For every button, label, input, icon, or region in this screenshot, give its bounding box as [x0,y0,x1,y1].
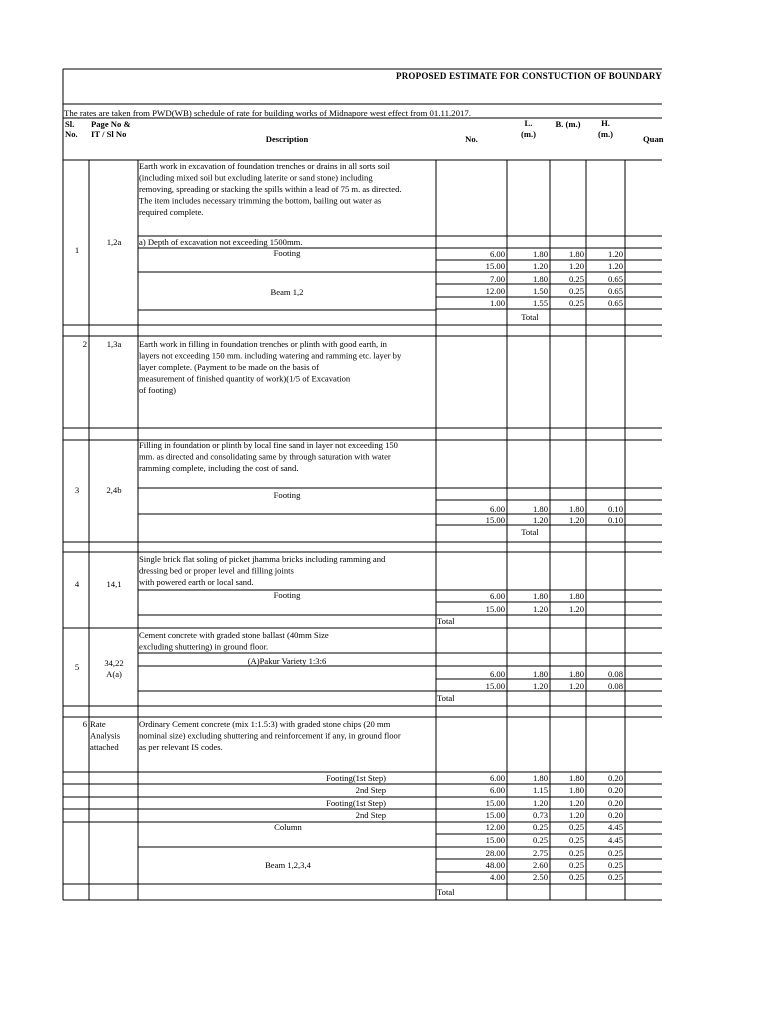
quantity-cell: 1.20 [532,681,548,691]
quantity-cell: 1.15 [532,785,548,795]
quantity-cell: 0.25 [568,822,584,832]
quantity-cell: 0.20 [607,773,623,783]
header-description: Description [265,134,309,144]
item-page-ref: Rate [90,719,106,729]
quantity-cell: 0.25 [568,872,584,882]
item-page-ref: 34,22 [104,658,124,668]
quantity-cell: 0.65 [607,286,623,296]
item-page-ref: 1,3a [106,339,122,349]
quantity-cell: 1.55 [532,298,548,308]
quantity-cell: 1.20 [532,798,548,808]
quantity-cell: 0.73 [532,810,548,820]
quantity-cell: 1.80 [532,591,548,601]
header-sl: Sl. [65,119,75,129]
quantity-cell: 0.25 [532,822,548,832]
quantity-cell: 1.20 [568,515,584,525]
quantity-cell: 0.65 [607,274,623,284]
header-height: H. [601,118,610,128]
quantity-cell: 15.00 [485,798,505,808]
item-page-ref: 1,2a [106,237,122,247]
quantity-cell: 15.00 [485,681,505,691]
description-text: measurement of finished quantity of work)(1/5 of Excavation [139,373,351,384]
quantity-cell: 4.45 [607,822,623,832]
quantity-cell: 4.45 [607,835,623,845]
quantity-cell: 1.00 [489,298,505,308]
quantity-cell: 15.00 [485,810,505,820]
header-length: (m.) [520,129,537,139]
quantity-cell: 1.20 [568,798,584,808]
description-text: (including mixed soil but excluding laterite or sand stone) including [139,172,373,183]
quantity-cell: 1.20 [568,604,584,614]
sheet-title: PROPOSED ESTIMATE FOR CONSTUCTION OF BOUNDARY [396,71,662,81]
quantity-cell: 1.80 [568,785,584,795]
description-text: ramming complete, including the cost of sand. [139,463,299,473]
item-number: 5 [74,662,80,672]
quantity-cell: 6.00 [489,504,505,514]
item-page-ref: attached [90,742,119,752]
quantity-cell: 0.20 [607,810,623,820]
quantity-cell: 2.50 [532,872,548,882]
description-text: with powered earth or local sand. [139,577,254,587]
description-text: Filling in foundation or plinth by local fine sand in layer not exceeding 150 [139,440,398,450]
total-label: Total [521,527,539,537]
quantity-cell: 15.00 [485,604,505,614]
row-label: Footing [273,590,301,600]
header-breadth: B. (m.) [555,119,581,129]
row-label: Footing [273,248,301,258]
row-label: Beam 1,2,3,4 [265,860,311,870]
description-text: Cement concrete with graded stone ballast (40mm Size [139,630,329,640]
description-text: Earth work in filling in foundation trenches or plinth with good earth, in [139,339,387,349]
quantity-cell: 0.10 [607,504,623,514]
quantity-cell: 0.25 [568,286,584,296]
header-sl: No. [65,129,78,139]
quantity-cell: 2.75 [532,848,548,858]
quantity-cell: 1.20 [568,681,584,691]
quantity-cell: 0.25 [607,860,623,870]
quantity-cell: 0.25 [607,872,623,882]
quantity-cell: 1.80 [568,773,584,783]
quantity-cell: 6.00 [489,249,505,259]
quantity-cell: 0.25 [568,274,584,284]
description-text: of footing) [139,385,176,395]
quantity-cell: 0.20 [607,798,623,808]
quantity-cell: 1.20 [532,604,548,614]
description-text: layers not exceeding 150 mm. including watering and ramming etc. layer by [139,350,402,361]
header-height: (m.) [597,129,614,139]
description-text: Single brick flat soling of picket jhamma bricks including ramming and [139,554,386,564]
header-page: Page No & [91,119,131,129]
description-text: removing, spreading or stacking the spills within a lead of 75 m. as directed. [139,184,402,194]
description-text: dressing bed or proper level and filling joints [139,565,294,576]
quantity-cell: 1.80 [568,249,584,259]
quantity-cell: 48.00 [485,860,505,870]
total-label: Total [437,887,455,897]
quantity-cell: 1.20 [532,515,548,525]
description-text: excluding shuttering) in ground floor. [139,641,269,652]
row-label: 2nd Step [355,785,386,795]
row-label: Beam 1,2 [270,287,304,297]
quantity-cell: 2.60 [532,860,548,870]
quantity-cell: 1.50 [532,286,548,296]
quantity-cell: 0.25 [607,848,623,858]
description-text: The item includes necessary trimming the bottom, bailing out water as [139,195,382,206]
header-length: L. [524,118,533,128]
quantity-cell: 1.80 [532,669,548,679]
quantity-cell: 6.00 [489,773,505,783]
item-number: 1 [74,245,80,255]
row-label: Column [274,822,302,832]
subdescription-text: (A)Pakur Variety 1:3:6 [247,656,327,666]
description-text: Earth work in excavation of foundation trenches or drains in all sorts soil [139,161,391,171]
quantity-cell: 1.20 [532,261,548,271]
quantity-cell: 0.25 [568,835,584,845]
quantity-cell: 12.00 [485,286,505,296]
total-label: Total [437,693,455,703]
quantity-cell: 12.00 [485,822,505,832]
quantity-cell: 1.80 [568,504,584,514]
description-text: nominal size) excluding shuttering and reinforcement if any, in ground floor [139,730,401,741]
quantity-cell: 15.00 [485,835,505,845]
total-label: Total [521,312,539,322]
item-number: 4 [74,579,80,589]
quantity-cell: 6.00 [489,669,505,679]
quantity-cell: 7.00 [489,274,505,284]
quantity-cell: 1.20 [607,249,623,259]
description-text: Ordinary Cement concrete (mix 1:1.5:3) with graded stone chips (20 mm [139,719,391,729]
description-text: layer complete. (Payment to be made on the basis of [139,362,319,372]
quantity-cell: 0.25 [568,860,584,870]
row-label: Footing(1st Step) [326,773,386,783]
quantity-cell: 0.10 [607,515,623,525]
item-number: 6 [82,719,87,729]
quantity-cell: 1.80 [568,669,584,679]
row-label: Footing(1st Step) [326,798,386,808]
quantity-cell: 4.00 [489,872,505,882]
quantity-cell: 0.25 [532,835,548,845]
description-text: mm. as directed and consolidating same by through saturation with water [139,451,391,462]
quantity-cell: 1.80 [532,773,548,783]
quantity-cell: 1.20 [568,261,584,271]
item-number: 2 [82,339,87,349]
quantity-cell: 1.20 [607,261,623,271]
quantity-cell: 0.25 [568,298,584,308]
row-label: 2nd Step [355,810,386,820]
description-text: required complete. [139,207,204,217]
row-label: Footing [273,490,301,500]
header-quantity: Quan [643,134,664,144]
quantity-cell: 1.20 [568,810,584,820]
subdescription-text: a) Depth of excavation not exceeding 1500mm. [139,237,303,247]
quantity-cell: 0.08 [607,669,623,679]
quantity-cell: 28.00 [485,848,505,858]
rates-note: The rates are taken from PWD(WB) schedule of rate for building works of Midnapore west effect from 01.11.2017. [64,108,471,118]
item-number: 3 [74,485,80,495]
quantity-cell: 0.65 [607,298,623,308]
quantity-cell: 1.80 [532,249,548,259]
item-page-ref: 2,4b [106,485,122,495]
item-page-ref: 14,1 [106,579,122,589]
quantity-cell: 0.20 [607,785,623,795]
total-label: Total [437,616,455,626]
quantity-cell: 15.00 [485,261,505,271]
quantity-cell: 0.08 [607,681,623,691]
quantity-cell: 1.80 [532,274,548,284]
quantity-cell: 6.00 [489,785,505,795]
item-page-ref: A(a) [106,669,122,679]
quantity-cell: 1.80 [532,504,548,514]
header-page: IT / Sl No [91,129,127,139]
quantity-cell: 15.00 [485,515,505,525]
table-text [64,71,664,897]
quantity-cell: 1.80 [568,591,584,601]
quantity-cell: 6.00 [489,591,505,601]
quantity-cell: 0.25 [568,848,584,858]
item-page-ref: Analysis [90,730,121,741]
header-number: No. [465,134,478,144]
description-text: as per relevant IS codes. [139,742,223,752]
